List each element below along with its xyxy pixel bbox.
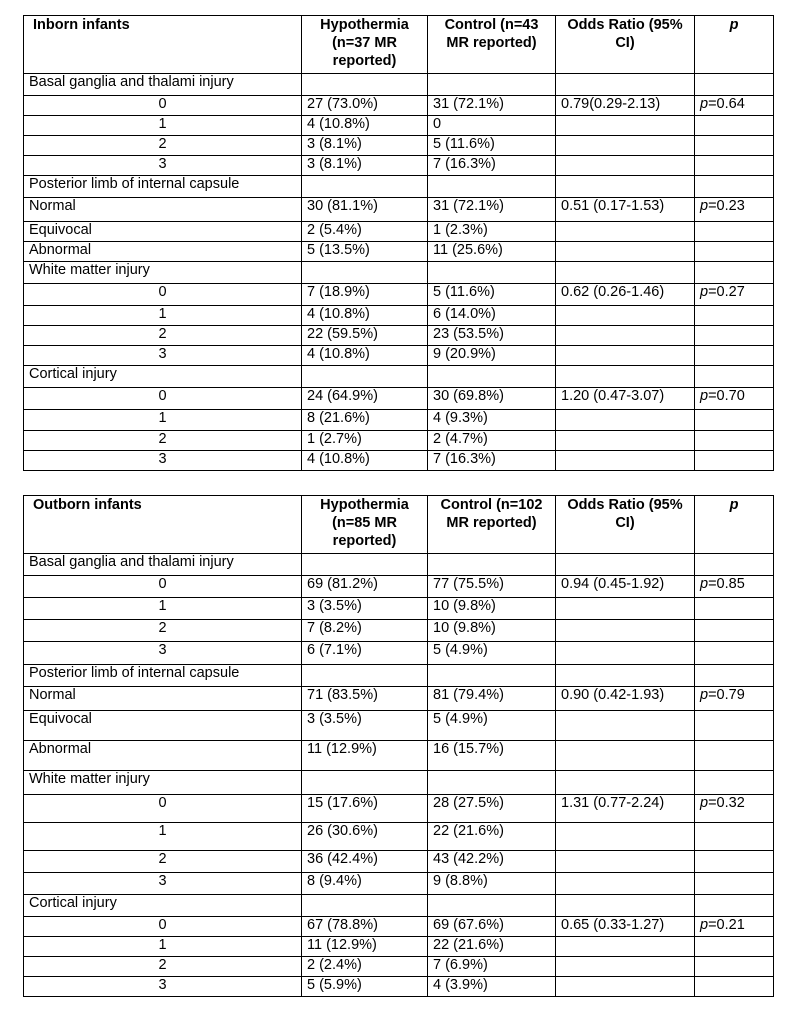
p-value-cell <box>695 284 774 306</box>
empty-cell <box>302 262 428 284</box>
p-symbol: p <box>700 795 709 811</box>
control-cell: 77 (75.5%) <box>428 576 556 598</box>
table-row <box>24 620 774 642</box>
empty-cell <box>428 771 556 795</box>
level-cell: 2 <box>24 431 302 451</box>
p-value-cell <box>695 576 774 598</box>
hypothermia-cell: 24 (64.9%) <box>302 388 428 410</box>
section-row <box>24 366 774 388</box>
level-cell: 0 <box>24 284 302 306</box>
p-value-cell <box>695 917 774 937</box>
odds-ratio-cell: 1.31 (0.77-2.24) <box>556 795 695 823</box>
empty-cell <box>695 895 774 917</box>
odds-ratio-cell <box>556 346 695 366</box>
control-cell: 81 (79.4%) <box>428 687 556 711</box>
p-value-cell <box>695 306 774 326</box>
odds-ratio-cell <box>556 136 695 156</box>
table-row <box>24 306 774 326</box>
p-value-cell <box>695 326 774 346</box>
level-cell: 1 <box>24 937 302 957</box>
odds-ratio-cell <box>556 711 695 741</box>
odds-ratio-header: Odds Ratio (95% CI) <box>556 16 695 74</box>
table-row <box>24 977 774 997</box>
p-value: =0.79 <box>708 687 745 703</box>
hypothermia-cell: 30 (81.1%) <box>302 198 428 222</box>
level-cell: 2 <box>24 136 302 156</box>
hypothermia-cell: 11 (12.9%) <box>302 741 428 771</box>
level-cell: 3 <box>24 346 302 366</box>
control-header: Control (n=43 MR reported) <box>428 16 556 74</box>
section-row <box>24 176 774 198</box>
level-cell: 3 <box>24 977 302 997</box>
hypothermia-cell: 3 (3.5%) <box>302 711 428 741</box>
table-row <box>24 284 774 306</box>
hypothermia-cell: 3 (8.1%) <box>302 156 428 176</box>
empty-cell <box>695 262 774 284</box>
empty-cell <box>556 895 695 917</box>
table-row <box>24 795 774 823</box>
hypothermia-cell: 8 (21.6%) <box>302 410 428 431</box>
empty-cell <box>302 366 428 388</box>
control-header: Control (n=102 MR reported) <box>428 496 556 554</box>
odds-ratio-cell <box>556 306 695 326</box>
header-row <box>24 16 774 74</box>
control-cell: 7 (16.3%) <box>428 156 556 176</box>
control-cell: 28 (27.5%) <box>428 795 556 823</box>
table-row <box>24 687 774 711</box>
p-value-cell <box>695 388 774 410</box>
p-value-cell <box>695 451 774 471</box>
level-cell: 1 <box>24 306 302 326</box>
table-row <box>24 873 774 895</box>
p-symbol: p <box>700 576 709 592</box>
table-row <box>24 242 774 262</box>
table-row <box>24 851 774 873</box>
p-value-cell <box>695 116 774 136</box>
odds-ratio-cell: 0.94 (0.45-1.92) <box>556 576 695 598</box>
section-title: White matter injury <box>24 262 302 284</box>
odds-ratio-cell <box>556 937 695 957</box>
control-cell: 7 (6.9%) <box>428 957 556 977</box>
odds-ratio-cell: 0.51 (0.17-1.53) <box>556 198 695 222</box>
odds-ratio-cell <box>556 741 695 771</box>
table-row <box>24 451 774 471</box>
hypothermia-cell: 67 (78.8%) <box>302 917 428 937</box>
level-cell: Normal <box>24 687 302 711</box>
level-cell: 0 <box>24 917 302 937</box>
control-cell: 16 (15.7%) <box>428 741 556 771</box>
section-title: White matter injury <box>24 771 302 795</box>
hypothermia-cell: 11 (12.9%) <box>302 937 428 957</box>
odds-ratio-header: Odds Ratio (95% CI) <box>556 496 695 554</box>
level-cell: 2 <box>24 326 302 346</box>
p-value-cell <box>695 346 774 366</box>
header-row <box>24 496 774 554</box>
control-cell: 22 (21.6%) <box>428 937 556 957</box>
p-symbol: p <box>700 198 709 214</box>
section-title: Cortical injury <box>24 895 302 917</box>
p-value-cell <box>695 410 774 431</box>
odds-ratio-cell <box>556 977 695 997</box>
section-title: Basal ganglia and thalami injury <box>24 554 302 576</box>
section-title: Basal ganglia and thalami injury <box>24 74 302 96</box>
hypothermia-cell: 4 (10.8%) <box>302 116 428 136</box>
control-cell: 11 (25.6%) <box>428 242 556 262</box>
hypothermia-cell: 3 (8.1%) <box>302 136 428 156</box>
empty-cell <box>302 176 428 198</box>
hypothermia-cell: 1 (2.7%) <box>302 431 428 451</box>
control-cell: 5 (4.9%) <box>428 642 556 665</box>
control-cell: 2 (4.7%) <box>428 431 556 451</box>
p-symbol: p <box>700 96 709 112</box>
control-cell: 31 (72.1%) <box>428 96 556 116</box>
table-row <box>24 741 774 771</box>
level-cell: 2 <box>24 851 302 873</box>
table-row <box>24 576 774 598</box>
hypothermia-cell: 4 (10.8%) <box>302 346 428 366</box>
hypothermia-cell: 4 (10.8%) <box>302 451 428 471</box>
odds-ratio-cell <box>556 410 695 431</box>
level-cell: Equivocal <box>24 222 302 242</box>
table-row <box>24 346 774 366</box>
odds-ratio-cell: 0.79(0.29-2.13) <box>556 96 695 116</box>
hypothermia-cell: 5 (13.5%) <box>302 242 428 262</box>
control-cell: 7 (16.3%) <box>428 451 556 471</box>
level-cell: Abnormal <box>24 242 302 262</box>
table-row <box>24 326 774 346</box>
table-row <box>24 598 774 620</box>
control-cell: 4 (3.9%) <box>428 977 556 997</box>
hypothermia-cell: 22 (59.5%) <box>302 326 428 346</box>
odds-ratio-cell <box>556 156 695 176</box>
odds-ratio-cell <box>556 957 695 977</box>
hypothermia-cell: 71 (83.5%) <box>302 687 428 711</box>
empty-cell <box>695 176 774 198</box>
empty-cell <box>428 554 556 576</box>
control-cell: 5 (11.6%) <box>428 284 556 306</box>
hypothermia-cell: 6 (7.1%) <box>302 642 428 665</box>
p-value: =0.64 <box>708 96 745 112</box>
odds-ratio-cell <box>556 326 695 346</box>
control-cell: 4 (9.3%) <box>428 410 556 431</box>
outborn-infants-table <box>23 495 774 997</box>
level-cell: 0 <box>24 388 302 410</box>
table-row <box>24 222 774 242</box>
group-header: Inborn infants <box>24 16 302 74</box>
p-value-cell <box>695 873 774 895</box>
odds-ratio-cell: 0.90 (0.42-1.93) <box>556 687 695 711</box>
level-cell: 0 <box>24 576 302 598</box>
section-title: Posterior limb of internal capsule <box>24 665 302 687</box>
hypothermia-cell: 36 (42.4%) <box>302 851 428 873</box>
p-value: =0.27 <box>708 284 745 300</box>
table-row <box>24 136 774 156</box>
p-value: =0.23 <box>708 198 745 214</box>
hypothermia-cell: 8 (9.4%) <box>302 873 428 895</box>
level-cell: 3 <box>24 451 302 471</box>
p-header: p <box>695 496 774 554</box>
odds-ratio-cell <box>556 116 695 136</box>
control-cell: 10 (9.8%) <box>428 598 556 620</box>
p-symbol: p <box>700 917 709 933</box>
level-cell: Abnormal <box>24 741 302 771</box>
hypothermia-cell: 15 (17.6%) <box>302 795 428 823</box>
p-value-cell <box>695 687 774 711</box>
control-cell: 5 (11.6%) <box>428 136 556 156</box>
level-cell: 0 <box>24 96 302 116</box>
hypothermia-cell: 7 (8.2%) <box>302 620 428 642</box>
hypothermia-cell: 27 (73.0%) <box>302 96 428 116</box>
hypothermia-cell: 3 (3.5%) <box>302 598 428 620</box>
section-row <box>24 74 774 96</box>
empty-cell <box>556 176 695 198</box>
table-row <box>24 198 774 222</box>
empty-cell <box>428 366 556 388</box>
table-row <box>24 96 774 116</box>
inborn-infants-table <box>23 15 774 471</box>
control-cell: 22 (21.6%) <box>428 823 556 851</box>
empty-cell <box>302 554 428 576</box>
table-row <box>24 711 774 741</box>
odds-ratio-cell <box>556 451 695 471</box>
p-value: =0.21 <box>708 917 745 933</box>
table-row <box>24 937 774 957</box>
p-value: =0.70 <box>708 388 745 404</box>
p-value-cell <box>695 620 774 642</box>
section-row <box>24 771 774 795</box>
p-value-cell <box>695 136 774 156</box>
empty-cell <box>556 771 695 795</box>
p-symbol: p <box>700 687 709 703</box>
odds-ratio-cell <box>556 598 695 620</box>
control-cell: 5 (4.9%) <box>428 711 556 741</box>
p-value-cell <box>695 222 774 242</box>
level-cell: 3 <box>24 873 302 895</box>
control-cell: 30 (69.8%) <box>428 388 556 410</box>
empty-cell <box>556 262 695 284</box>
table-row <box>24 431 774 451</box>
hypothermia-cell: 7 (18.9%) <box>302 284 428 306</box>
odds-ratio-cell <box>556 620 695 642</box>
empty-cell <box>695 771 774 795</box>
odds-ratio-cell: 0.62 (0.26-1.46) <box>556 284 695 306</box>
control-cell: 10 (9.8%) <box>428 620 556 642</box>
control-cell: 1 (2.3%) <box>428 222 556 242</box>
p-value-cell <box>695 957 774 977</box>
odds-ratio-cell <box>556 242 695 262</box>
p-value-cell <box>695 711 774 741</box>
p-value-cell <box>695 198 774 222</box>
empty-cell <box>556 74 695 96</box>
p-symbol: p <box>700 388 709 404</box>
group-header: Outborn infants <box>24 496 302 554</box>
level-cell: 1 <box>24 410 302 431</box>
empty-cell <box>556 665 695 687</box>
section-row <box>24 895 774 917</box>
hypothermia-header: Hypothermia (n=37 MR reported) <box>302 16 428 74</box>
table-row <box>24 156 774 176</box>
table-row <box>24 823 774 851</box>
level-cell: 1 <box>24 598 302 620</box>
odds-ratio-cell <box>556 431 695 451</box>
table-row <box>24 410 774 431</box>
p-value: =0.85 <box>708 576 745 592</box>
empty-cell <box>556 366 695 388</box>
level-cell: 0 <box>24 795 302 823</box>
p-value-cell <box>695 598 774 620</box>
level-cell: 2 <box>24 957 302 977</box>
empty-cell <box>428 262 556 284</box>
p-value-cell <box>695 741 774 771</box>
table-row <box>24 116 774 136</box>
level-cell: 3 <box>24 642 302 665</box>
hypothermia-cell: 2 (2.4%) <box>302 957 428 977</box>
p-value-cell <box>695 156 774 176</box>
control-cell: 31 (72.1%) <box>428 198 556 222</box>
odds-ratio-cell <box>556 222 695 242</box>
table-row <box>24 917 774 937</box>
level-cell: 1 <box>24 116 302 136</box>
empty-cell <box>695 665 774 687</box>
empty-cell <box>695 366 774 388</box>
table-body <box>24 74 774 471</box>
control-cell: 0 <box>428 116 556 136</box>
table-row <box>24 388 774 410</box>
odds-ratio-cell <box>556 873 695 895</box>
control-cell: 43 (42.2%) <box>428 851 556 873</box>
hypothermia-header: Hypothermia (n=85 MR reported) <box>302 496 428 554</box>
odds-ratio-cell <box>556 823 695 851</box>
odds-ratio-cell: 0.65 (0.33-1.27) <box>556 917 695 937</box>
hypothermia-cell: 5 (5.9%) <box>302 977 428 997</box>
section-row <box>24 262 774 284</box>
empty-cell <box>302 74 428 96</box>
odds-ratio-cell <box>556 642 695 665</box>
odds-ratio-cell: 1.20 (0.47-3.07) <box>556 388 695 410</box>
empty-cell <box>428 895 556 917</box>
p-value-cell <box>695 823 774 851</box>
empty-cell <box>695 554 774 576</box>
empty-cell <box>428 176 556 198</box>
p-value-cell <box>695 977 774 997</box>
odds-ratio-cell <box>556 851 695 873</box>
empty-cell <box>428 665 556 687</box>
p-value-cell <box>695 642 774 665</box>
p-value-cell <box>695 795 774 823</box>
hypothermia-cell: 2 (5.4%) <box>302 222 428 242</box>
level-cell: 3 <box>24 156 302 176</box>
empty-cell <box>695 74 774 96</box>
section-title: Posterior limb of internal capsule <box>24 176 302 198</box>
p-header: p <box>695 16 774 74</box>
section-row <box>24 665 774 687</box>
p-value: =0.32 <box>708 795 745 811</box>
p-value-cell <box>695 937 774 957</box>
section-row <box>24 554 774 576</box>
p-value-cell <box>695 242 774 262</box>
p-value-cell <box>695 851 774 873</box>
level-cell: Normal <box>24 198 302 222</box>
empty-cell <box>556 554 695 576</box>
p-symbol: p <box>700 284 709 300</box>
control-cell: 9 (8.8%) <box>428 873 556 895</box>
control-cell: 23 (53.5%) <box>428 326 556 346</box>
empty-cell <box>302 665 428 687</box>
table-row <box>24 642 774 665</box>
level-cell: Equivocal <box>24 711 302 741</box>
hypothermia-cell: 26 (30.6%) <box>302 823 428 851</box>
p-value-cell <box>695 96 774 116</box>
empty-cell <box>428 74 556 96</box>
control-cell: 6 (14.0%) <box>428 306 556 326</box>
empty-cell <box>302 771 428 795</box>
level-cell: 2 <box>24 620 302 642</box>
table-body <box>24 554 774 997</box>
hypothermia-cell: 4 (10.8%) <box>302 306 428 326</box>
level-cell: 1 <box>24 823 302 851</box>
table-row <box>24 957 774 977</box>
section-title: Cortical injury <box>24 366 302 388</box>
p-value-cell <box>695 431 774 451</box>
hypothermia-cell: 69 (81.2%) <box>302 576 428 598</box>
control-cell: 69 (67.6%) <box>428 917 556 937</box>
control-cell: 9 (20.9%) <box>428 346 556 366</box>
empty-cell <box>302 895 428 917</box>
